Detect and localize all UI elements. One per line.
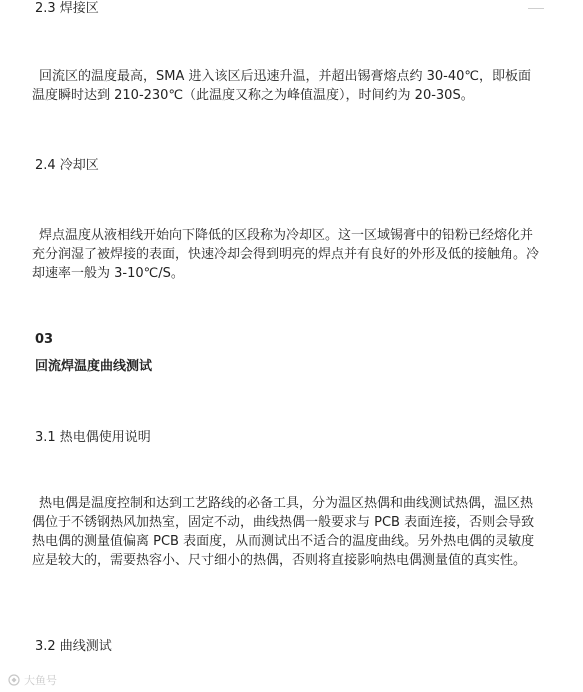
section-heading-2-3: 2.3 焊接区 (35, 1, 99, 16)
paragraph-reflow-zone: 回流区的温度最高，SMA 进入该区后迅速升温，并超出锡膏熔点约 30-40℃，即板面温度瞬时达到 210-230℃（此温度又称之为峰值温度），时间约为 20-30S。 (32, 69, 532, 103)
paragraph-thermocouple: 热电偶是温度控制和达到工艺路线的必备工具，分为温区热偶和曲线测试热偶，温区热偶位于不锈钢热风加热室，固定不动，曲线热偶一般要求与 PCB 表面连接，否则会导致热电偶的测量值偏离 PCB 表面度，从而测试出不适合的温度曲线。另外热电偶的灵敏度应是较大的，需要热容小、尺寸细小的热偶，否则将直接影响热电偶测量值的真实性。 (32, 496, 535, 568)
section-heading-3-1: 3.1 热电偶使用说明 (35, 430, 151, 445)
watermark-text: 大鱼号 (24, 674, 57, 687)
chapter-title: 回流焊温度曲线测试 (35, 359, 153, 374)
watermark (8, 672, 57, 688)
page-edge-divider (528, 8, 544, 9)
paragraph-cooling-zone: 焊点温度从液相线开始向下降低的区段称为冷却区。这一区域锡膏中的铅粉已经熔化并充分润湿了被焊接的表面，快速冷却会得到明亮的焊点并有良好的外形及低的接触角。冷却速率一般为 3-10℃/S。 (32, 228, 540, 281)
chapter-number: 03 (35, 332, 54, 347)
watermark-logo-icon (8, 674, 20, 686)
section-heading-3-2: 3.2 曲线测试 (35, 639, 112, 654)
section-heading-2-4: 2.4 冷却区 (35, 158, 99, 173)
